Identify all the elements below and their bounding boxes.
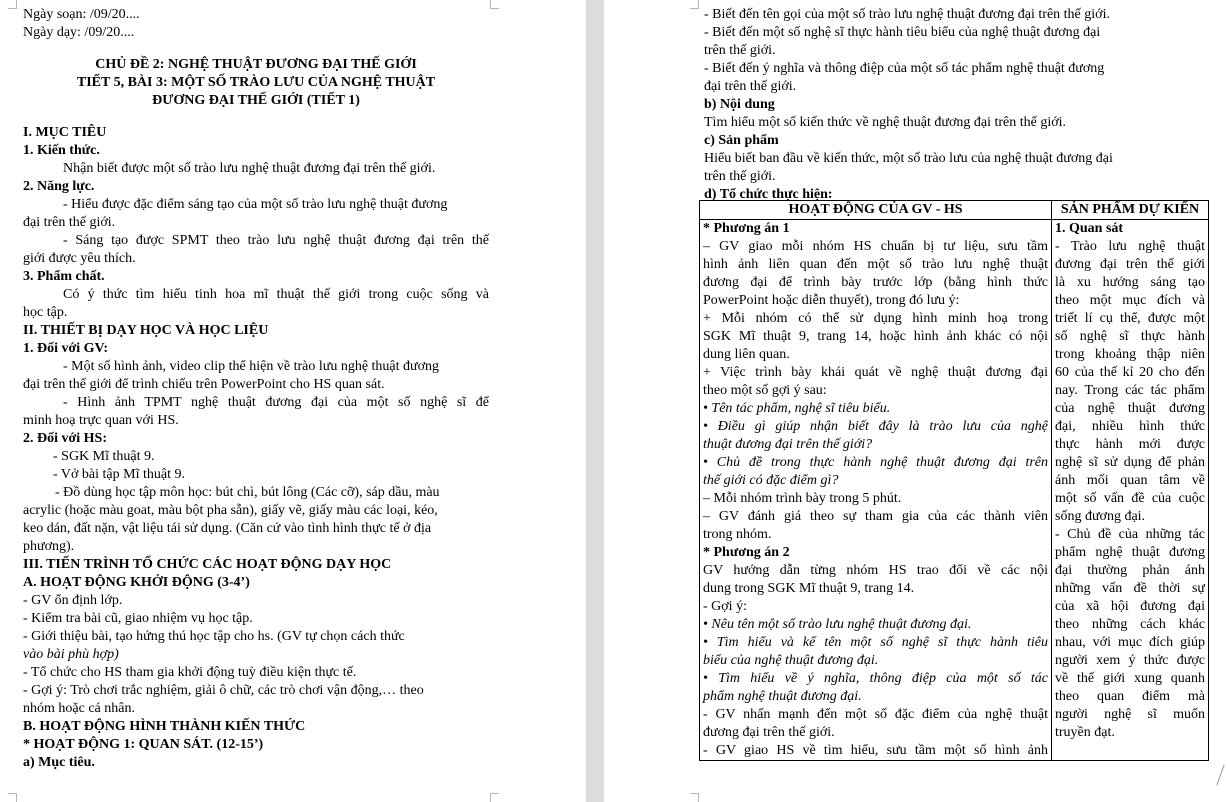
activity-cell [700, 220, 1052, 761]
text-line: - Biết đến tên gọi của một số trào lưu nghệ thuật đương đại trên thế giới. [704, 7, 1110, 22]
text-line: - Sáng tạo được SPMT theo trào lưu nghệ thuật đương đại trên thế [63, 233, 489, 248]
text-line: 2. Năng lực. [23, 179, 95, 194]
activity-line: - GV nhấn mạnh đến một số đặc điểm của nghệ thuật [703, 707, 1048, 722]
table-header-row [700, 201, 1209, 220]
text-line: - Vở bài tập Mĩ thuật 9. [53, 467, 185, 482]
text-line: 2. Đối với HS: [23, 431, 107, 446]
text-line: III. TIẾN TRÌNH TỔ CHỨC CÁC HOẠT ĐỘNG DẠY HỌC [23, 557, 392, 572]
activity-line: phẩm nghệ thuật đương đại. [703, 689, 862, 704]
product-line: nhau, với mục đích giúp [1055, 635, 1205, 650]
activity-line: biểu của nghệ thuật đương đại. [703, 653, 879, 668]
document-page-left [0, 0, 586, 802]
activity-line: * Phương án 2 [703, 545, 790, 560]
product-line: một số vấn đề của cuộc [1055, 491, 1205, 506]
text-line: vào bài phù hợp) [23, 647, 119, 662]
activity-line: dung liên quan. [703, 347, 790, 362]
table-header-product: SẢN PHẨM DỰ KIẾN [1052, 201, 1209, 220]
activity-line: đương đại trên thế giới. [703, 725, 835, 740]
activity-line: thế giới có đặc điểm gì? [703, 473, 839, 488]
page-corner-mark [690, 793, 699, 802]
product-line: là xu hướng sáng tạo [1055, 275, 1205, 290]
activity-line: • Điều gì giúp nhận biết đây là trào lưu của nghệ [703, 419, 1048, 434]
text-line: minh hoạ trực quan với HS. [23, 413, 179, 428]
product-line: ánh mối quan tâm về [1055, 473, 1205, 488]
text-line: đại trên thế giới. [704, 79, 797, 94]
product-line: phẩm nghệ thuật đương [1055, 545, 1205, 560]
text-line: ĐƯƠNG ĐẠI THẾ GIỚI (TIẾT 1) [152, 93, 360, 108]
text-line: CHỦ ĐỀ 2: NGHỆ THUẬT ĐƯƠNG ĐẠI THẾ GIỚI [95, 57, 417, 72]
text-line: keo dán, đất nặn, vật liệu tái sử dụng. (Căn cứ vào tình hình thực tế ở địa [23, 521, 432, 536]
page-corner-mark [490, 793, 499, 802]
activity-line: • Tìm hiểu và kể tên một số nghệ sĩ thực hành tiêu [703, 635, 1048, 650]
text-line: b) Nội dung [704, 97, 775, 112]
left-page-text [23, 6, 489, 772]
text-line: phương). [23, 539, 75, 554]
text-line: - Biết đến ý nghĩa và thông điệp của một số tác phẩm nghệ thuật đương [704, 61, 1105, 76]
product-line: đương đại trên thế giới [1055, 257, 1205, 272]
product-line: đại, nhiều hình thức [1055, 419, 1205, 434]
text-line: Nhận biết được một số trào lưu nghệ thuật đương đại trên thế giới. [63, 161, 436, 176]
activity-line: – GV đánh giá theo sự tham gia của các thành viên [703, 509, 1048, 524]
activity-line: • Tìm hiểu về ý nghĩa, thông điệp của một số tác [703, 671, 1048, 686]
text-line: - GV ổn định lớp. [23, 593, 123, 608]
product-line: của nghệ thuật đương [1055, 401, 1205, 416]
activity-line: GV hướng dẫn từng nhóm HS trao đổi về các nội [703, 563, 1048, 578]
text-line: Tìm hiểu một số kiến thức về nghệ thuật đương đại trên thế giới. [704, 115, 1067, 130]
activity-table [699, 200, 1209, 761]
text-line: trên thế giới. [704, 169, 776, 184]
text-line: giới được yêu thích. [23, 251, 136, 266]
text-line: II. THIẾT BỊ DẠY HỌC VÀ HỌC LIỆU [23, 323, 269, 338]
product-line: theo một mục đích và [1055, 293, 1205, 308]
activity-line: + Mỗi nhóm có thể sử dụng hình minh hoạ trong [703, 311, 1048, 326]
text-line: trên thế giới. [704, 43, 776, 58]
text-line: B. HOẠT ĐỘNG HÌNH THÀNH KIẾN THỨC [23, 719, 306, 734]
activity-line: • Tên tác phẩm, nghệ sĩ tiêu biểu. [703, 401, 891, 416]
activity-line: • Chủ đề trong thực hành nghệ thuật đương đại trên [703, 455, 1048, 470]
text-line: TIẾT 5, BÀI 3: MỘT SỐ TRÀO LƯU CỦA NGHỆ THUẬT [76, 75, 436, 90]
product-line: người nghệ sĩ muốn [1055, 707, 1205, 722]
product-cell [1052, 220, 1209, 761]
text-line: - SGK Mĩ thuật 9. [53, 449, 155, 464]
product-line: số nghệ sĩ thực hành [1055, 329, 1205, 344]
product-line: thực hành mới được [1055, 437, 1205, 452]
product-line: của xã hội đương đại [1055, 599, 1205, 614]
product-line: theo những cách khác [1055, 617, 1205, 632]
text-line: - Hiểu được đặc điểm sáng tạo của một số trào lưu nghệ thuật đương [63, 197, 448, 212]
text-line: học tập. [23, 305, 68, 320]
text-line: acrylic (hoặc màu goat, màu bột pha sẵn), giấy vẽ, giấy màu các loại, kéo, [23, 503, 438, 518]
product-line: nghệ sĩ sử dụng để phản [1055, 455, 1205, 470]
product-line: triết lí cụ thể, được một [1055, 311, 1205, 326]
activity-line: hình ảnh liên quan đến một số trào lưu nghệ thuật [703, 257, 1048, 272]
text-line: - Tổ chức cho HS tham gia khởi động tuỳ điều kiện thực tế. [23, 665, 357, 680]
text-line: Hiểu biết ban đầu về kiến thức, một số trào lưu của nghệ thuật đương đại [704, 151, 1113, 166]
product-line: trong khoảng thập niên [1055, 347, 1205, 362]
text-line: d) Tổ chức thực hiện: [704, 187, 833, 202]
table-row [700, 220, 1209, 761]
text-line: I. MỤC TIÊU [23, 125, 107, 140]
page-corner-mark [8, 793, 17, 802]
scroll-mark [1216, 764, 1224, 785]
activity-line: – Mỗi nhóm trình bày trong 5 phút. [703, 491, 902, 506]
product-line: - Chủ đề của những tác [1055, 527, 1205, 542]
text-line: - Một số hình ảnh, video clip thể hiện về trào lưu nghệ thuật đương [63, 359, 440, 374]
page-corner-mark [690, 0, 699, 9]
product-line: nay. Trong các tác phẩm [1055, 383, 1205, 398]
text-line: - Kiểm tra bài cũ, giao nhiệm vụ học tập. [23, 611, 253, 626]
product-line: - Trào lưu nghệ thuật [1055, 239, 1205, 254]
document-page-right [604, 0, 1227, 802]
page-gutter [586, 0, 604, 802]
text-line: - Đồ dùng học tập môn học: bút chì, bút lông (Các cỡ), sáp dầu, màu [55, 485, 440, 500]
activity-line: – GV giao mỗi nhóm HS chuẩn bị tư liệu, sưu tầm [703, 239, 1048, 254]
activity-line: * Phương án 1 [703, 221, 790, 236]
activity-line: đương đại để trình bày trước lớp (bằng hình thức [703, 275, 1048, 290]
right-page-text [704, 6, 1216, 204]
text-line: - Giới thiệu bài, tạo hứng thú học tập cho hs. (GV tự chọn cách thức [23, 629, 405, 644]
page-corner-mark [490, 0, 499, 9]
activity-line: SGK Mĩ thuật 9, trang 14, hoặc hình ảnh khác có nội [703, 329, 1048, 344]
text-line: - Gợi ý: Trò chơi trắc nghiệm, giải ô chữ, các trò chơi vận động,… theo [23, 683, 424, 698]
text-line: a) Mục tiêu. [23, 755, 95, 770]
product-line: sống đương đại. [1055, 509, 1146, 524]
page-corner-mark [8, 0, 17, 9]
product-line: theo quan điểm mà [1055, 689, 1205, 704]
activity-line: + Việc trình bày khái quát về nghệ thuật đương đại [703, 365, 1048, 380]
text-line: c) Sản phẩm [704, 133, 779, 148]
text-line: nhóm hoặc cá nhân. [23, 701, 135, 716]
activity-line: thuật đương đại trên thế giới? [703, 437, 873, 452]
activity-line: - Gợi ý: [703, 599, 747, 614]
text-line [23, 110, 489, 124]
product-line: 1. Quan sát [1055, 221, 1124, 236]
activity-line: trong nhóm. [703, 527, 772, 542]
product-line: truyền đạt. [1055, 725, 1115, 740]
text-line: * HOẠT ĐỘNG 1: QUAN SÁT. (12-15’) [23, 737, 264, 752]
text-line: Ngày dạy: /09/20.... [23, 25, 135, 40]
text-line: - Biết đến một số nghệ sĩ thực hành tiêu biểu của nghệ thuật đương đại [704, 25, 1101, 40]
product-line: những vấn đề thời sự [1055, 581, 1205, 596]
text-line: Có ý thức tìm hiểu tinh hoa mĩ thuật thế giới trong cuộc sống và [63, 287, 489, 302]
text-line: 1. Kiến thức. [23, 143, 100, 158]
activity-line: PowerPoint hoặc diễn thuyết), trong đó lưu ý: [703, 293, 960, 308]
product-line: 60 của thế kỉ 20 cho đến [1055, 365, 1205, 380]
text-line: 3. Phẩm chất. [23, 269, 105, 284]
activity-line: • Nêu tên một số trào lưu nghệ thuật đương đại. [703, 617, 972, 632]
activity-line: - GV giao HS về tìm hiểu, sưu tầm một số hình ảnh [703, 743, 1048, 758]
activity-line: dung trong SGK Mĩ thuật 9, trang 14. [703, 581, 915, 596]
text-line: đại trên thế giới. [23, 215, 116, 230]
text-line: đại trên thế giới để trình chiếu trên PowerPoint cho HS quan sát. [23, 377, 385, 392]
text-line: 1. Đối với GV: [23, 341, 109, 356]
activity-line: theo một số gợi ý sau: [703, 383, 827, 398]
product-line: về thế giới xung quanh [1055, 671, 1205, 686]
text-line: - Hình ảnh TPMT nghệ thuật đương đại của một số nghệ sĩ để [63, 395, 489, 410]
product-line: đại thường phản ánh [1055, 563, 1205, 578]
text-line: Ngày soạn: /09/20.... [23, 7, 140, 22]
table-header-activity: HOẠT ĐỘNG CỦA GV - HS [700, 201, 1052, 220]
product-line: người xem ý thức được [1055, 653, 1205, 668]
text-line: A. HOẠT ĐỘNG KHỞI ĐỘNG (3-4’) [23, 575, 250, 590]
text-line [23, 42, 489, 56]
